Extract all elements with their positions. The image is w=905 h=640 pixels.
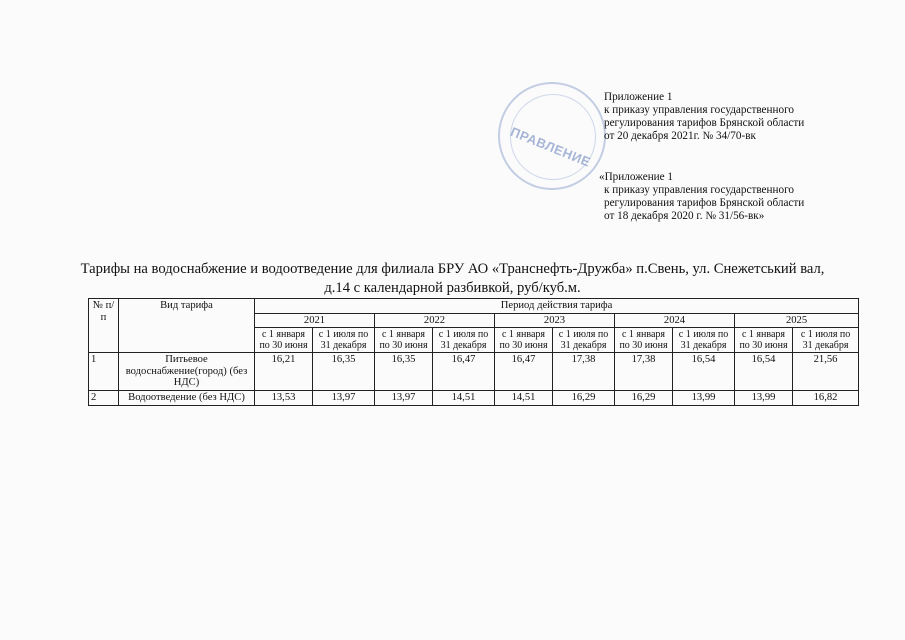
tariff-value: 16,35 [375, 353, 433, 391]
tariff-value: 16,47 [433, 353, 495, 391]
header-half-first: с 1 января по 30 июня [615, 328, 673, 353]
table-row [89, 353, 859, 391]
appendix-previous-line-2: к приказу управления государственного [604, 184, 794, 196]
header-half-first: с 1 января по 30 июня [375, 328, 433, 353]
header-year: 2021 [255, 313, 375, 328]
appendix-previous-line-4: от 18 декабря 2020 г. № 31/56-вк» [604, 210, 765, 222]
header-year: 2024 [615, 313, 735, 328]
document-title [40, 260, 865, 298]
header-half-second: с 1 июля по 31 декабря [313, 328, 375, 353]
tariff-value: 16,29 [615, 390, 673, 405]
appendix-previous-line-3: регулирования тарифов Брянской области [604, 197, 805, 209]
row-num: 1 [89, 353, 119, 391]
tariff-value: 16,47 [495, 353, 553, 391]
official-stamp [498, 82, 606, 190]
tariff-value: 16,29 [553, 390, 615, 405]
tariff-value: 17,38 [615, 353, 673, 391]
appendix-current-line-1: Приложение 1 [604, 91, 673, 103]
table-row [89, 390, 859, 405]
tariff-value: 16,54 [735, 353, 793, 391]
header-row-top [89, 299, 859, 314]
row-type: Питьевое водоснабжение(город) (без НДС) [119, 353, 255, 391]
tariff-value: 16,82 [793, 390, 859, 405]
header-year: 2023 [495, 313, 615, 328]
tariff-value: 13,97 [375, 390, 433, 405]
appendix-current-line-2: к приказу управления государственного [604, 104, 794, 116]
title-line-1: Тарифы на водоснабжение и водоотведение для филиала БРУ АО «Транснефть-Дружба» п.Свень, ул. Снежетський вал, [80, 261, 825, 277]
tariff-value: 13,97 [313, 390, 375, 405]
appendix-previous-line-1: «Приложение 1 [599, 171, 674, 183]
header-year: 2022 [375, 313, 495, 328]
title-line-2: д.14 с календарной разбивкой, руб/куб.м. [324, 280, 581, 296]
row-type: Водоотведение (без НДС) [119, 390, 255, 405]
tariff-value: 13,53 [255, 390, 313, 405]
header-half-second: с 1 июля по 31 декабря [673, 328, 735, 353]
header-half-second: с 1 июля по 31 декабря [793, 328, 859, 353]
tariff-value: 16,54 [673, 353, 735, 391]
tariff-value: 13,99 [735, 390, 793, 405]
appendix-current [604, 91, 854, 143]
stamp-text: ПРАВЛЕНИЕ [508, 124, 593, 170]
tariff-value: 16,35 [313, 353, 375, 391]
appendix-previous [599, 171, 849, 223]
header-num: № п/п [89, 299, 119, 353]
appendix-current-line-3: регулирования тарифов Брянской области [604, 117, 805, 129]
header-half-first: с 1 января по 30 июня [495, 328, 553, 353]
tariff-value: 14,51 [433, 390, 495, 405]
tariff-value: 13,99 [673, 390, 735, 405]
tariff-value: 21,56 [793, 353, 859, 391]
tariff-table [88, 298, 859, 406]
header-year: 2025 [735, 313, 859, 328]
header-half-first: с 1 января по 30 июня [735, 328, 793, 353]
row-num: 2 [89, 390, 119, 405]
appendix-current-line-4: от 20 декабря 2021г. № 34/70-вк [604, 130, 756, 142]
header-half-second: с 1 июля по 31 декабря [553, 328, 615, 353]
tariff-value: 17,38 [553, 353, 615, 391]
tariff-value: 14,51 [495, 390, 553, 405]
tariff-value: 16,21 [255, 353, 313, 391]
header-type: Вид тарифа [119, 299, 255, 353]
header-period: Период действия тарифа [255, 299, 859, 314]
header-half-second: с 1 июля по 31 декабря [433, 328, 495, 353]
header-half-first: с 1 января по 30 июня [255, 328, 313, 353]
